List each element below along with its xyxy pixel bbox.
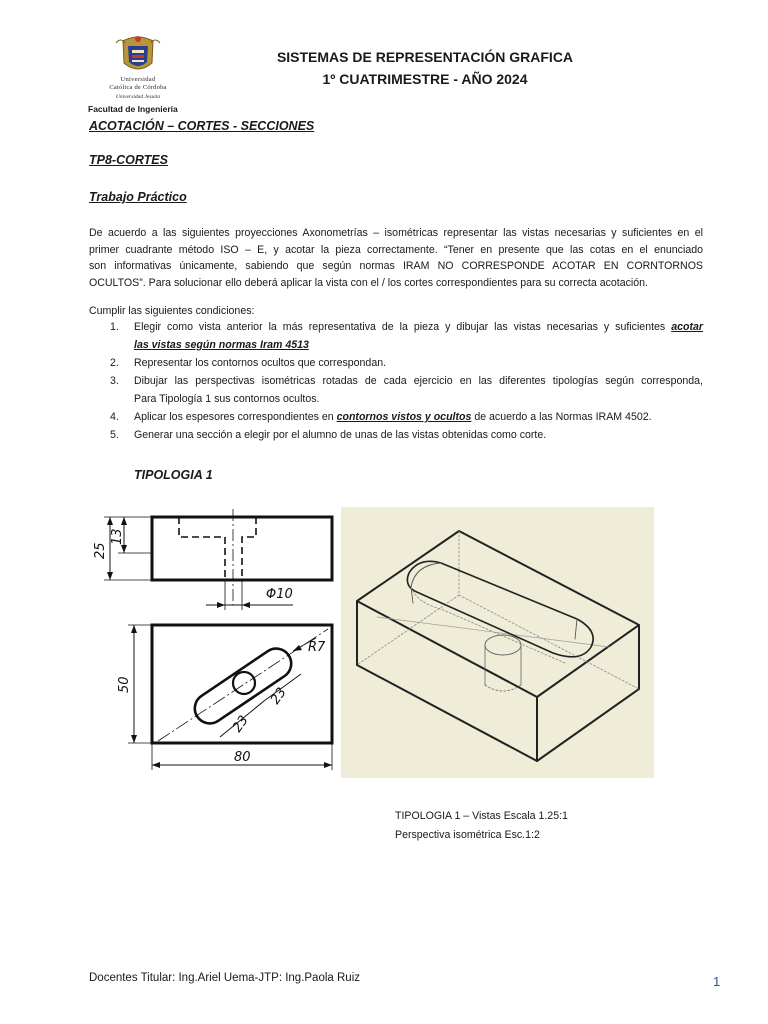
crest-icon [88, 33, 188, 77]
page-number: 1 [713, 974, 721, 989]
dim-13: 13 [110, 528, 125, 545]
list-item: 3. Dibujar las perspectivas isométricas rotadas de cada ejercicio en las diferentes tipologías según corresponda, Para Tipología 1 sus contornos ocultos. [110, 375, 703, 405]
logo-university-line1: Universidad [120, 76, 156, 83]
university-logo [88, 33, 188, 117]
dim-80: 80 [234, 750, 251, 765]
caption-perspective: Perspectiva isométrica Esc.1:2 [395, 829, 540, 841]
dim-25: 25 [93, 542, 108, 559]
logo-subtitle: Universidad Jesuita [115, 94, 161, 100]
intro-line: primer cuadrante método ISO – E, y acotar la pieza correctamente. “Tener en presente que las cotas en el enunciado [89, 243, 703, 256]
intro-line: De acuerdo a las siguientes proyecciones Axonometrías – isométricas representar las vistas necesarias y suficientes en el [89, 227, 703, 239]
logo-faculty: Facultad de Ingeniería [88, 104, 178, 114]
intro-line: son informativas únicamente, sabiendo que según normas IRAM NO CORRESPONDE ACOTAR EN CORNTORNOS [89, 260, 703, 272]
isometric-perspective [341, 507, 654, 783]
isometric-image [341, 507, 654, 778]
footer-teachers: Docentes Titular: Ing.Ariel Uema-JTP: Ing.Paola Ruiz [89, 972, 361, 984]
dim-50: 50 [117, 676, 132, 693]
list-item: 5. Generar una sección a elegir por el alumno de unas de las vistas obtenidas como corte. [110, 429, 547, 441]
list-item: 4. Aplicar los espesores correspondientes en contornos vistos y ocultos de acuerdo a las Normas IRAM 4502. [110, 411, 652, 423]
dim-23-a: 23 [229, 713, 252, 736]
conditions-list [89, 318, 703, 444]
dim-r7: R7 [308, 640, 326, 655]
caption-scale: TIPOLOGIA 1 – Vistas Escala 1.25:1 [395, 810, 568, 822]
section-work: Trabajo Práctico [89, 190, 187, 204]
orthographic-views [88, 505, 342, 782]
list-item: 2. Representar los contornos ocultos que correspondan. [110, 357, 387, 369]
intro-line: OCULTOS”. Para solucionar ello deberá aplicar la vista con el / los cortes correspondientes para su correcta acotación. [89, 276, 648, 289]
intro-paragraph [89, 225, 703, 291]
logo-university-line2: Católica de Córdoba [109, 84, 167, 91]
section-topic: ACOTACIÓN – CORTES - SECCIONES [89, 119, 315, 133]
list-item: 1. Elegir como vista anterior la más representativa de la pieza y dibujar las vistas necesarias y suficientes acotar las vistas según normas Iram 4513 [110, 321, 703, 351]
conditions-heading: Cumplir las siguientes condiciones: [89, 305, 255, 317]
section-tp: TP8-CORTES [89, 153, 168, 167]
tipologia-label: TIPOLOGIA 1 [134, 468, 213, 482]
page-title: SISTEMAS DE REPRESENTACIÓN GRAFICA [276, 49, 574, 65]
page-subtitle: 1º CUATRIMESTRE - AÑO 2024 [322, 71, 528, 87]
dim-23-b: 23 [267, 685, 290, 708]
dim-phi10: Φ10 [266, 587, 293, 602]
